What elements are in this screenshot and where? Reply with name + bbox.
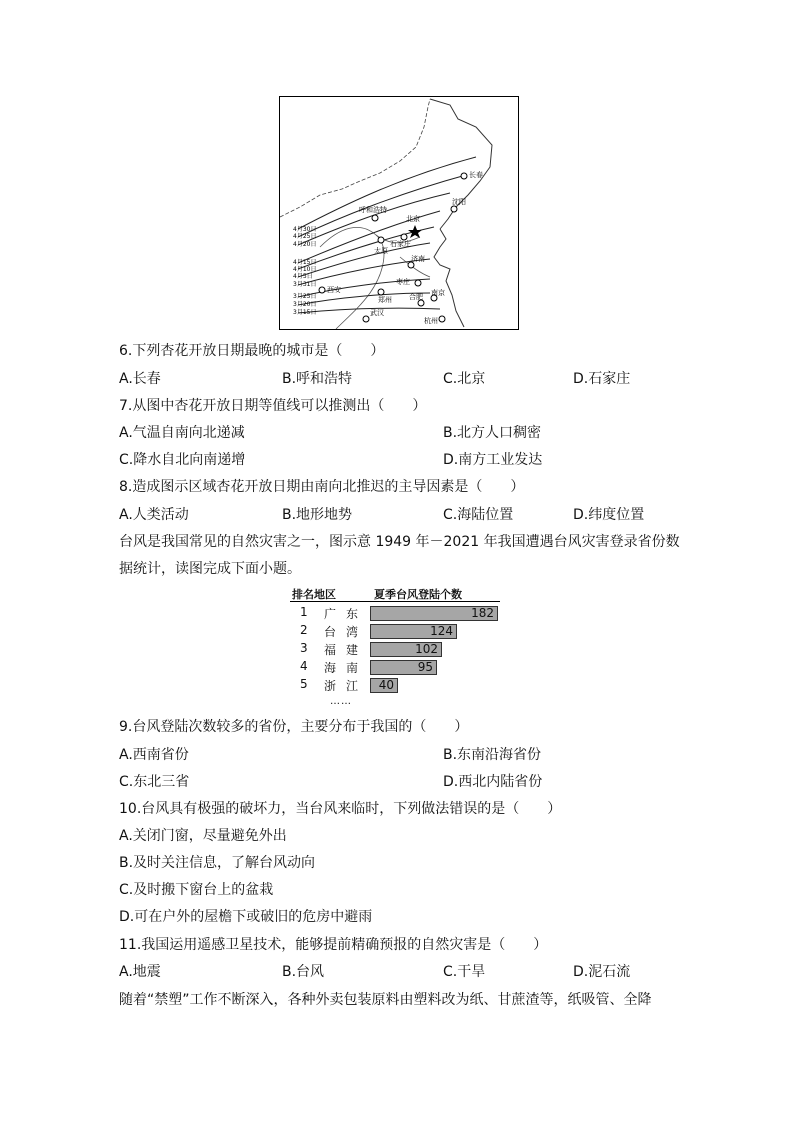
q11-option-b[interactable]: B.台风 — [282, 964, 325, 980]
chart-category-label: 广东 — [324, 607, 369, 621]
map-drawing — [280, 97, 518, 329]
question-6-stem: 6.下列杏花开放日期最晚的城市是（ ） — [119, 343, 385, 359]
chart-rank-label: 1 — [300, 605, 308, 619]
q7-option-d[interactable]: D.南方工业发达 — [443, 452, 543, 468]
isoline-label: 4月20日 — [293, 241, 317, 248]
city-label: 杭州 — [424, 317, 438, 325]
q7-option-c[interactable]: C.降水自北向南递增 — [119, 452, 246, 468]
q10-option-b[interactable]: B.及时关注信息，了解台风动向 — [119, 855, 316, 871]
chart-header-rule — [290, 601, 500, 602]
chart-rank-label: 2 — [300, 623, 308, 637]
passage-typhoon-line-1: 台风是我国常见的自然灾害之一，图示意 1949 年－2021 年我国遭遇台风灾害登录省份数 — [119, 534, 680, 550]
city-label: 石家庄 — [390, 240, 411, 248]
q7-option-a[interactable]: A.气温自南向北递减 — [119, 425, 245, 441]
chart-category-label: 台湾 — [324, 625, 369, 639]
isoline-label: 4月25日 — [293, 233, 317, 240]
city-label: 武汉 — [370, 309, 384, 317]
city-label: 合肥 — [409, 293, 423, 301]
city-label: 沈阳 — [452, 198, 466, 206]
q8-option-b[interactable]: B.地形地势 — [282, 507, 353, 523]
isoline-label: 3月25日 — [293, 293, 317, 300]
isoline-label: 4月5日 — [293, 273, 313, 280]
isoline-label: 4月10日 — [293, 266, 317, 273]
q11-option-d[interactable]: D.泥石流 — [573, 964, 631, 980]
question-11-stem: 11.我国运用遥感卫星技术，能够提前精确预报的自然灾害是（ ） — [119, 937, 548, 953]
isoline-label: 4月15日 — [293, 259, 317, 266]
q9-option-b[interactable]: B.东南沿海省份 — [443, 747, 542, 763]
question-7-stem: 7.从图中杏花开放日期等值线可以推测出（ ） — [119, 398, 427, 414]
passage-plastic-ban-line-1: 随着“禁塑”工作不断深入，各种外卖包装原料由塑料改为纸、甘蔗渣等，纸吸管、全降 — [119, 992, 652, 1008]
chart-value-label: 182 — [471, 606, 494, 620]
isoline-label: 3月31日 — [293, 281, 317, 288]
chart-value-label: 102 — [415, 642, 438, 656]
q9-option-d[interactable]: D.西北内陆省份 — [443, 774, 543, 790]
city-label: 南京 — [431, 289, 445, 297]
city-label: 北京 — [406, 215, 420, 223]
q10-option-d[interactable]: D.可在户外的屋檐下或破旧的危房中避雨 — [119, 909, 373, 925]
question-8-stem: 8.造成图示区域杏花开放日期由南向北推迟的主导因素是（ ） — [119, 479, 525, 495]
q6-option-c[interactable]: C.北京 — [443, 371, 486, 387]
isoline-label: 4月30日 — [293, 226, 317, 233]
chart-rank-label: 3 — [300, 641, 308, 655]
q10-option-c[interactable]: C.及时搬下窗台上的盆栽 — [119, 882, 274, 898]
q9-option-c[interactable]: C.东北三省 — [119, 774, 190, 790]
question-10-stem: 10.台风具有极强的破坏力，当台风来临时，下列做法错误的是（ ） — [119, 801, 562, 817]
q11-option-a[interactable]: A.地震 — [119, 964, 161, 980]
city-label: 长春 — [469, 171, 483, 179]
isoline-label: 3月20日 — [293, 301, 317, 308]
q9-option-a[interactable]: A.西南省份 — [119, 747, 189, 763]
q6-option-d[interactable]: D.石家庄 — [573, 371, 631, 387]
q7-option-b[interactable]: B.北方人口稠密 — [443, 425, 542, 441]
passage-typhoon-line-2: 据统计，读图完成下面小题。 — [119, 561, 301, 577]
q10-option-a[interactable]: A.关闭门窗，尽量避免外出 — [119, 828, 287, 844]
chart-rank-label: 4 — [300, 659, 308, 673]
chart-value-label: 40 — [378, 678, 394, 692]
question-9-stem: 9.台风登陆次数较多的省份，主要分布于我国的（ ） — [119, 719, 469, 735]
apricot-bloom-isoline-map — [279, 96, 519, 330]
city-label: 枣庄 — [396, 278, 410, 286]
chart-rank-label: 5 — [300, 677, 308, 691]
chart-header-rank: 排名地区 — [292, 588, 336, 601]
city-label: 呼和浩特 — [359, 206, 387, 214]
chart-header-value: 夏季台风登陆个数 — [374, 588, 462, 601]
chart-value-label: 124 — [430, 624, 453, 638]
q8-option-d[interactable]: D.纬度位置 — [573, 507, 645, 523]
city-label: 太原 — [374, 247, 388, 255]
chart-category-label: 福建 — [324, 643, 369, 657]
chart-category-label: 海南 — [324, 661, 369, 675]
q8-option-c[interactable]: C.海陆位置 — [443, 507, 514, 523]
city-label: 济南 — [411, 255, 425, 263]
q8-option-a[interactable]: A.人类活动 — [119, 507, 189, 523]
chart-category-label: 浙江 — [324, 679, 369, 693]
chart-continuation: …… — [330, 696, 352, 707]
city-label: 西安 — [327, 286, 341, 294]
chart-value-label: 95 — [417, 660, 433, 674]
typhoon-landfall-bar-chart — [290, 586, 500, 706]
isoline-label: 3月15日 — [293, 309, 317, 316]
q6-option-a[interactable]: A.长春 — [119, 371, 161, 387]
q6-option-b[interactable]: B.呼和浩特 — [282, 371, 353, 387]
q11-option-c[interactable]: C.干旱 — [443, 964, 486, 980]
city-label: 郑州 — [378, 296, 392, 304]
